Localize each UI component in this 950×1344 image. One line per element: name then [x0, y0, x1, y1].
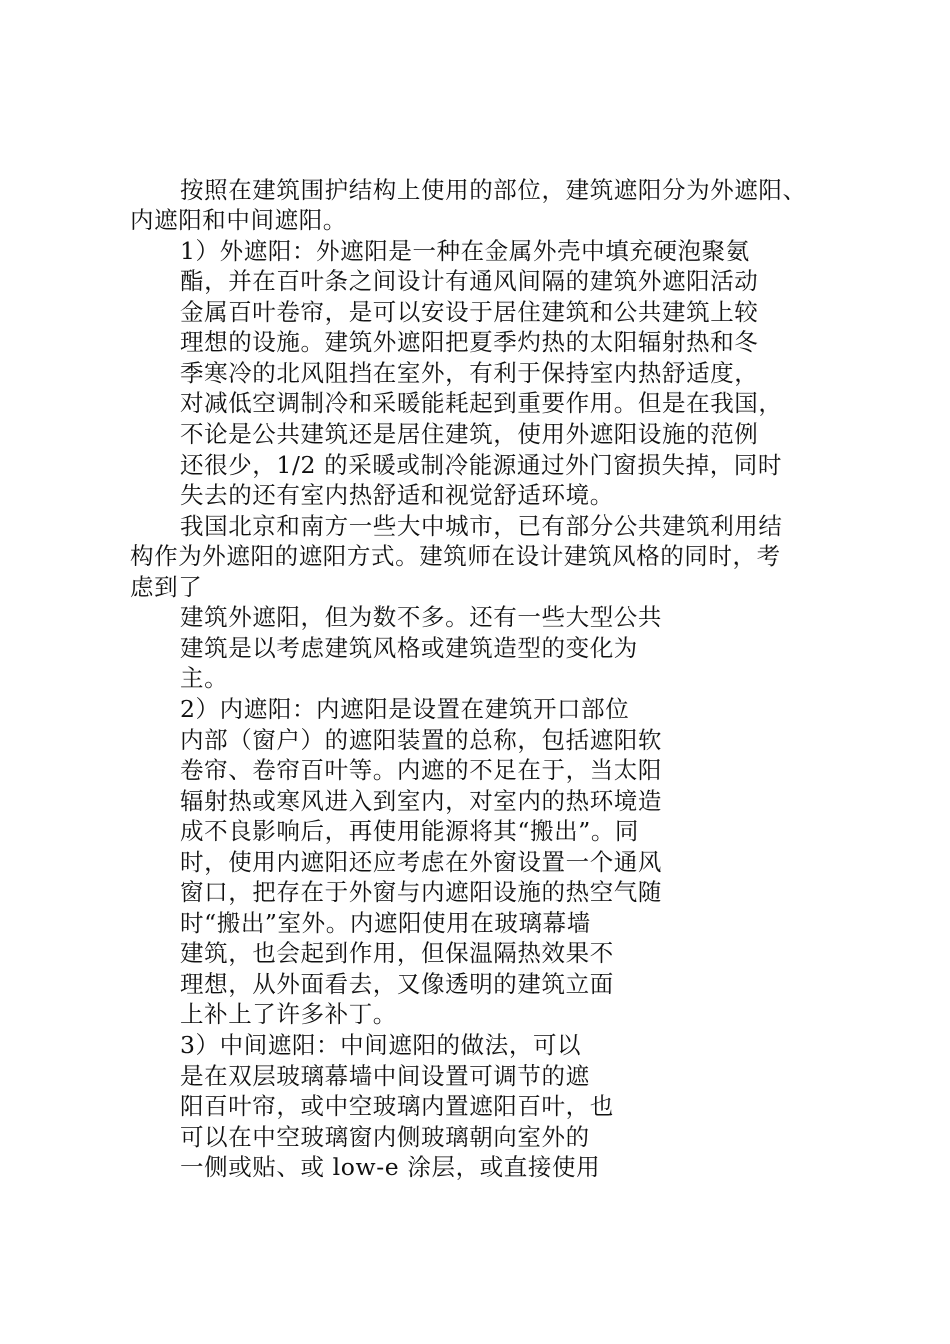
text-line: 时“搬出”室外。内遮阳使用在玻璃幕墙 [180, 909, 591, 937]
text-line: 建筑，也会起到作用，但保温隔热效果不 [180, 939, 614, 967]
text-line: 理想的设施。建筑外遮阳把夏季灼热的太阳辐射热和冬 [180, 328, 759, 356]
text-line: 3）中间遮阳：中间遮阳的做法，可以 [180, 1031, 582, 1059]
text-line: 1）外遮阳：外遮阳是一种在金属外壳中填充硬泡聚氨 [180, 237, 750, 265]
text-line: 建筑是以考虑建筑风格或建筑造型的变化为 [180, 634, 638, 662]
text-line: 上补上了许多补丁。 [180, 1000, 397, 1028]
text-line: 是在双层玻璃幕墙中间设置可调节的遮 [180, 1062, 590, 1090]
text-line: 建筑外遮阳，但为数不多。还有一些大型公共 [180, 603, 662, 631]
text-line: 主。 [180, 664, 229, 692]
text-line: 失去的还有室内热舒适和视觉舒适环境。 [180, 481, 614, 509]
text-line: 金属百叶卷帘，是可以安设于居住建筑和公共建筑上较 [180, 298, 759, 326]
text-line: 酯，并在百叶条之间设计有通风间隔的建筑外遮阳活动 [180, 267, 759, 295]
text-line: 可以在中空玻璃窗内侧玻璃朝向室外的 [180, 1123, 590, 1151]
text-line: 窗口，把存在于外窗与内遮阳设施的热空气随 [180, 878, 662, 906]
text-line: 成不良影响后，再使用能源将其“搬出”。同 [180, 817, 640, 845]
text-line: 季寒冷的北风阻挡在室外，有利于保持室内热舒适度， [180, 359, 759, 387]
text-line: 时，使用内遮阳还应考虑在外窗设置一个通风 [180, 848, 662, 876]
text-line: 对减低空调制冷和采暖能耗起到重要作用。但是在我国， [180, 389, 783, 417]
text-line: 一侧或贴、或 low-e 涂层，或直接使用 [180, 1153, 601, 1181]
text-line: 内部（窗户）的遮阳装置的总称，包括遮阳软 [180, 726, 662, 754]
text-line: 内遮阳和中间遮阳。 [130, 206, 347, 234]
text-line: 我国北京和南方一些大中城市，已有部分公共建筑利用结 [180, 512, 783, 540]
text-line: 虑到了 [130, 573, 203, 601]
text-line: 理想，从外面看去，又像透明的建筑立面 [180, 970, 614, 998]
text-line: 按照在建筑围护结构上使用的部位，建筑遮阳分为外遮阳、 [180, 176, 807, 204]
text-line: 2）内遮阳：内遮阳是设置在建筑开口部位 [180, 695, 630, 723]
text-line: 还很少，1/2 的采暖或制冷能源通过外门窗损失掉，同时 [180, 451, 782, 479]
text-line: 不论是公共建筑还是居住建筑，使用外遮阳设施的范例 [180, 420, 759, 448]
text-line: 卷帘、卷帘百叶等。内遮的不足在于，当太阳 [180, 756, 662, 784]
text-line: 构作为外遮阳的遮阳方式。建筑师在设计建筑风格的同时，考 [130, 542, 781, 570]
text-line: 辐射热或寒风进入到室内，对室内的热环境造 [180, 787, 662, 815]
text-line: 阳百叶帘，或中空玻璃内置遮阳百叶，也 [180, 1092, 614, 1120]
